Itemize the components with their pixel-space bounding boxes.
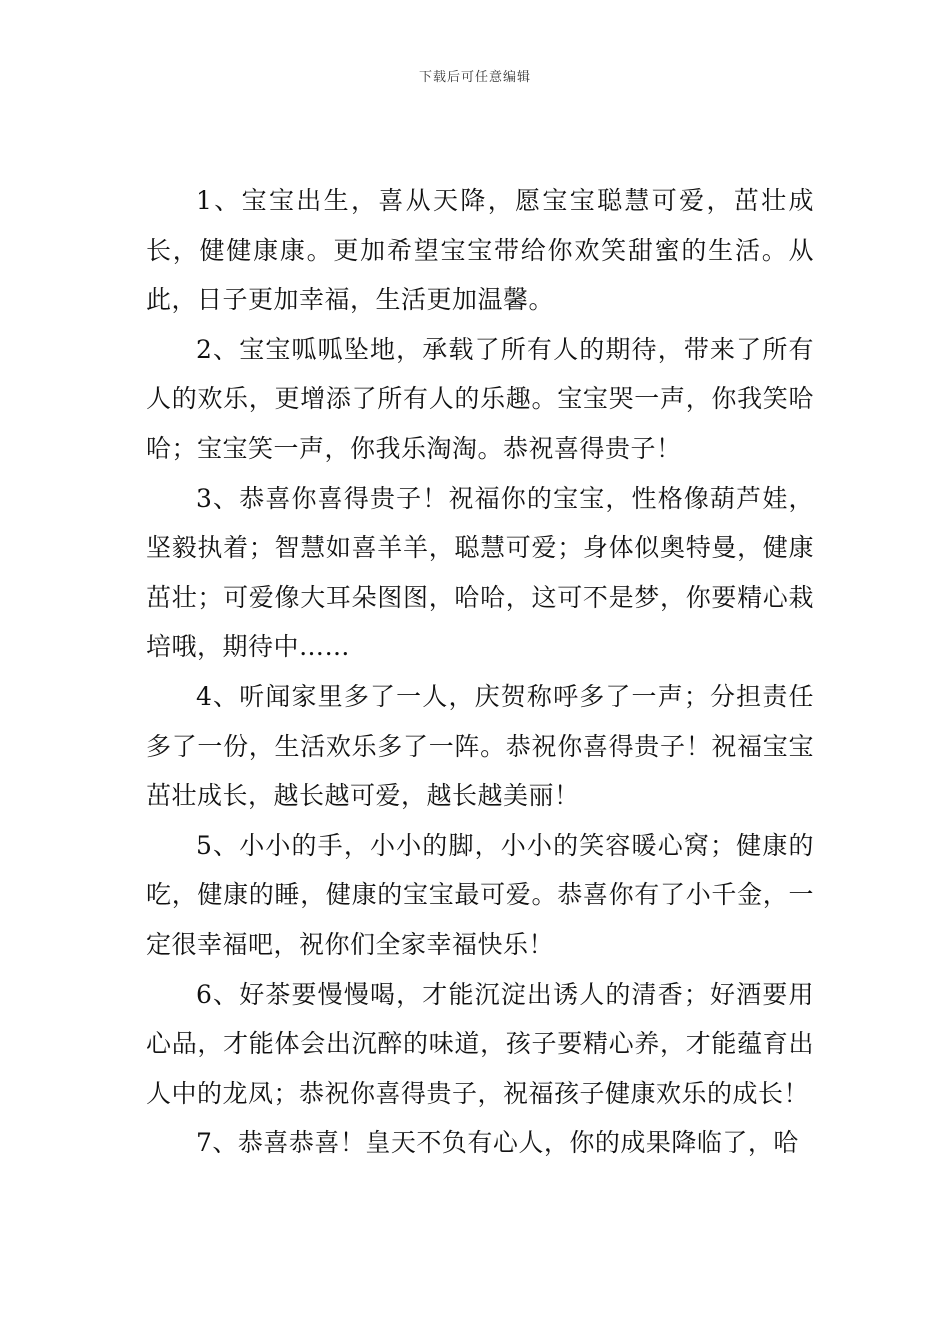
paragraph-3: 3、恭喜你喜得贵子！祝福你的宝宝，性格像葫芦娃，坚毅执着；智慧如喜羊羊，聪慧可爱；身体似奥特曼，健康茁壮；可爱像大耳朵图图，哈哈，这可不是梦，你要精心栽培哦，期待中…… [146, 483, 814, 662]
paragraph-4: 4、听闻家里多了一人，庆贺称呼多了一声；分担责任多了一份，生活欢乐多了一阵。恭祝你喜得贵子！祝福宝宝茁壮成长，越长越可爱，越长越美丽！ [146, 681, 814, 811]
document-body [146, 176, 814, 1168]
paragraph-5: 5、小小的手，小小的脚，小小的笑容暖心窝；健康的吃，健康的睡，健康的宝宝最可爱。恭喜你有了小千金，一定很幸福吧，祝你们全家幸福快乐！ [146, 830, 814, 959]
paragraph-6: 6、好茶要慢慢喝，才能沉淀出诱人的清香；好酒要用心品，才能体会出沉醉的味道，孩子要精心养，才能蕴育出人中的龙凤；恭祝你喜得贵子，祝福孩子健康欢乐的成长！ [146, 979, 814, 1108]
paragraph-1: 1、宝宝出生，喜从天降，愿宝宝聪慧可爱，茁壮成长，健健康康。更加希望宝宝带给你欢笑甜蜜的生活。从此，日子更加幸福，生活更加温馨。 [146, 186, 814, 315]
header-note: 下载后可任意编辑 [418, 70, 531, 85]
paragraph-7: 7、恭喜恭喜！皇天不负有心人，你的成果降临了，哈 [196, 1128, 799, 1158]
paragraph-2: 2、宝宝呱呱坠地，承载了所有人的期待，带来了所有人的欢乐，更增添了所有人的乐趣。宝宝哭一声，你我笑哈哈；宝宝笑一声，你我乐淘淘。恭祝喜得贵子！ [146, 334, 814, 463]
